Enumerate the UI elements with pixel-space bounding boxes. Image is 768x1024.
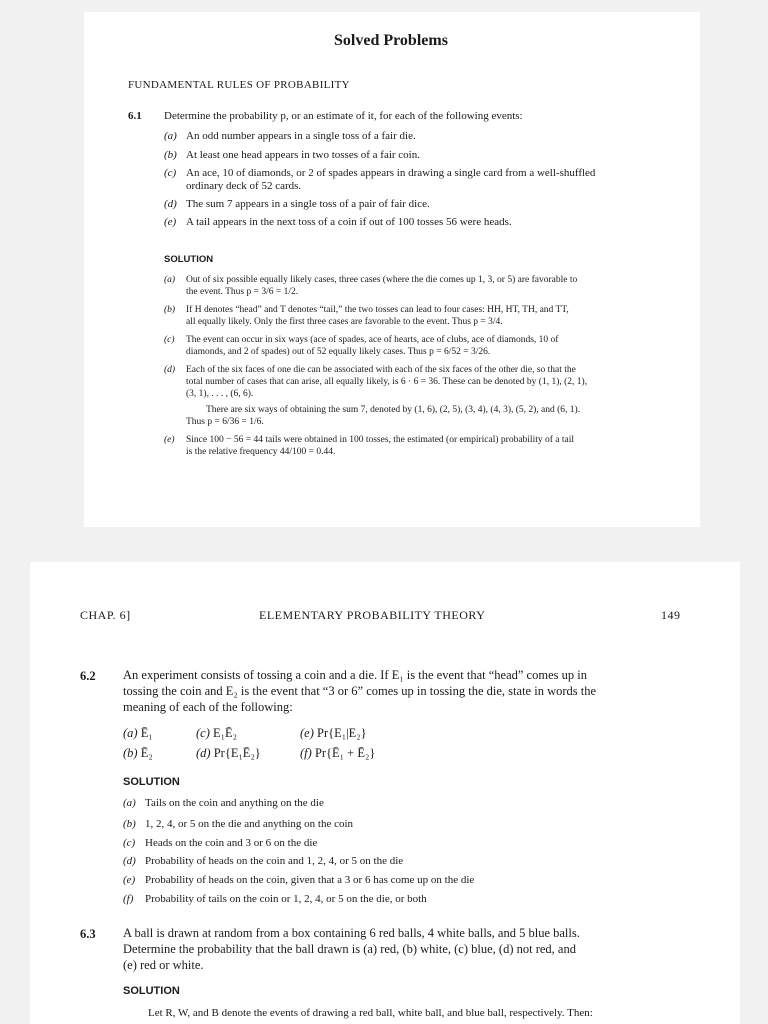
- problem-prompt: tossing the coin and E₂ is the event that “3 or 6” comes up in tossing the die, state in words the: [123, 684, 597, 698]
- page-number: 149: [661, 608, 681, 622]
- solution-text: Probability of tails on the coin or 1, 2, 4, or 5 on the die, or both: [145, 893, 427, 905]
- solution-text: Probability of heads on the coin, given that a 3 or 6 has come up on the die: [145, 874, 475, 886]
- option-expr: Ē₁: [140, 726, 153, 740]
- part-text: The sum 7 appears in a single toss of a pair of fair dice.: [186, 198, 430, 210]
- solution-text: (3, 1), . . . , (6, 6).: [186, 389, 254, 399]
- solution-label: (f): [123, 893, 134, 905]
- solution-item: [123, 818, 353, 830]
- problem-prompt: Determine the probability that the ball drawn is (a) red, (b) white, (c) blue, (d) not red, and: [123, 942, 576, 956]
- solution-text: The event can occur in six ways (ace of spades, ace of hearts, ace of clubs, ace of diamonds, 10 of: [186, 335, 559, 345]
- part-label: (c): [164, 167, 177, 179]
- option-label: (f): [300, 746, 312, 760]
- solution-text: all equally likely. Only the first three cases are favorable to the event. Thus p = 3/4.: [186, 317, 503, 327]
- solution-item: [123, 837, 317, 849]
- part-text: ordinary deck of 52 cards.: [186, 180, 302, 192]
- option-label: (d): [196, 746, 211, 760]
- part-e: [164, 216, 512, 228]
- option-expr: Pr{E₁|E₂}: [317, 726, 367, 740]
- solution-text: If H denotes “head” and T denotes “tail,” the two tosses can lead to four cases: HH, HT, TH, and TT,: [186, 305, 569, 315]
- solution-text: Tails on the coin and anything on the die: [145, 797, 324, 809]
- bottom-page: [30, 562, 740, 1024]
- solution-text: Since 100 − 56 = 44 tails were obtained in 100 tosses, the estimated (or empirical) probability of a tail: [186, 435, 574, 445]
- section-title: FUNDAMENTAL RULES OF PROBABILITY: [128, 79, 350, 91]
- part-text: An odd number appears in a single toss of a fair die.: [186, 130, 416, 142]
- part-c: [164, 167, 595, 179]
- option-a: [123, 726, 153, 741]
- problem-number: 6.1: [128, 110, 142, 122]
- solution-text: 1, 2, 4, or 5 on the die and anything on the coin: [145, 818, 354, 830]
- option-f: [300, 746, 375, 761]
- part-label: (e): [164, 216, 177, 228]
- option-e: [300, 726, 367, 741]
- part-text: At least one head appears in two tosses of a fair coin.: [186, 149, 420, 161]
- option-expr: Pr{E₁Ē₂}: [213, 746, 261, 760]
- option-expr: Ē₂: [140, 746, 153, 760]
- problem-number: 6.2: [80, 669, 96, 683]
- chapter-label: CHAP. 6]: [80, 608, 131, 622]
- solution-text: Probability of heads on the coin and 1, 2, 4, or 5 on the die: [145, 855, 404, 867]
- option-c: [196, 726, 237, 741]
- solution-label: (e): [123, 874, 136, 886]
- solution-text: Out of six possible equally likely cases, three cases (where the die comes up 1, 3, or 5) are favorable to: [186, 275, 578, 285]
- solution-text: diamonds, and 2 of spades) out of 52 equally likely cases. Thus p = 6/52 = 3/26.: [186, 347, 491, 357]
- solution-label: (a): [164, 275, 176, 285]
- part-b: [164, 149, 420, 161]
- solution-label: (b): [164, 305, 176, 315]
- option-label: (e): [300, 726, 314, 740]
- solution-d: [164, 364, 576, 377]
- solution-text: Thus p = 6/36 = 1/6.: [186, 417, 264, 427]
- solution-item: [123, 874, 474, 886]
- solution-label: (d): [123, 855, 136, 867]
- option-label: (b): [123, 746, 138, 760]
- solution-label: (c): [164, 335, 175, 345]
- solution-item: [123, 797, 324, 809]
- problem-prompt: meaning of each of the following:: [123, 700, 293, 714]
- solution-label: (e): [164, 435, 175, 445]
- solution-text: Each of the six faces of one die can be associated with each of the six faces of the other die, so that the: [186, 365, 576, 375]
- problem-prompt: An experiment consists of tossing a coin and a die. If E₁ is the event that “head” comes up in: [123, 668, 587, 682]
- option-label: (a): [123, 726, 138, 740]
- solution-text: the event. Thus p = 3/6 = 1/2.: [186, 287, 299, 297]
- option-expr: Pr{Ē₁ + Ē₂}: [314, 746, 376, 760]
- option-d: [196, 746, 261, 761]
- part-label: (a): [164, 130, 177, 142]
- solution-item: [123, 855, 403, 867]
- problem-prompt: A ball is drawn at random from a box containing 6 red balls, 4 white balls, and 5 blue balls.: [123, 926, 580, 940]
- option-expr: E₁Ē₂: [213, 726, 237, 740]
- solution-label: (b): [123, 818, 136, 830]
- solution-c: [164, 334, 558, 347]
- solution-label: (c): [123, 837, 136, 849]
- solution-text: Let R, W, and B denote the events of drawing a red ball, white ball, and blue ball, respectively. Then:: [148, 1007, 593, 1019]
- solution-item: [123, 893, 427, 905]
- top-page: [84, 12, 700, 527]
- part-label: (b): [164, 149, 177, 161]
- problem-prompt: Determine the probability p, or an estimate of it, for each of the following events:: [164, 110, 523, 122]
- solution-text: There are six ways of obtaining the sum 7, denoted by (1, 6), (2, 5), (3, 4), (4, 3), (5, 2), and (6, 1).: [206, 405, 581, 415]
- part-text: A tail appears in the next toss of a coin if out of 100 tosses 56 were heads.: [186, 216, 512, 228]
- option-label: (c): [196, 726, 210, 740]
- option-b: [123, 746, 153, 761]
- solution-text: total number of cases that can arise, all equally likely, is 6 · 6 = 36. These can be denoted by (1, 1), (2, 1),: [186, 377, 588, 387]
- solved-problems-title: Solved Problems: [334, 32, 448, 49]
- solution-heading: SOLUTION: [123, 985, 180, 997]
- solution-label: (a): [123, 797, 136, 809]
- solution-b: [164, 304, 569, 317]
- solution-heading: SOLUTION: [123, 776, 180, 788]
- solution-heading: SOLUTION: [164, 254, 214, 265]
- solution-a: [164, 274, 577, 287]
- part-label: (d): [164, 198, 177, 210]
- problem-prompt: (e) red or white.: [123, 958, 204, 972]
- running-header: ELEMENTARY PROBABILITY THEORY: [259, 608, 486, 622]
- solution-label: (d): [164, 365, 176, 375]
- part-d: [164, 198, 430, 210]
- part-a: [164, 130, 416, 142]
- solution-text: Heads on the coin and 3 or 6 on the die: [145, 837, 318, 849]
- solution-text: is the relative frequency 44/100 = 0.44.: [186, 447, 336, 457]
- solution-e: [164, 434, 574, 447]
- part-text: An ace, 10 of diamonds, or 2 of spades appears in drawing a single card from a well-shuffled: [186, 167, 596, 179]
- problem-number: 6.3: [80, 927, 96, 941]
